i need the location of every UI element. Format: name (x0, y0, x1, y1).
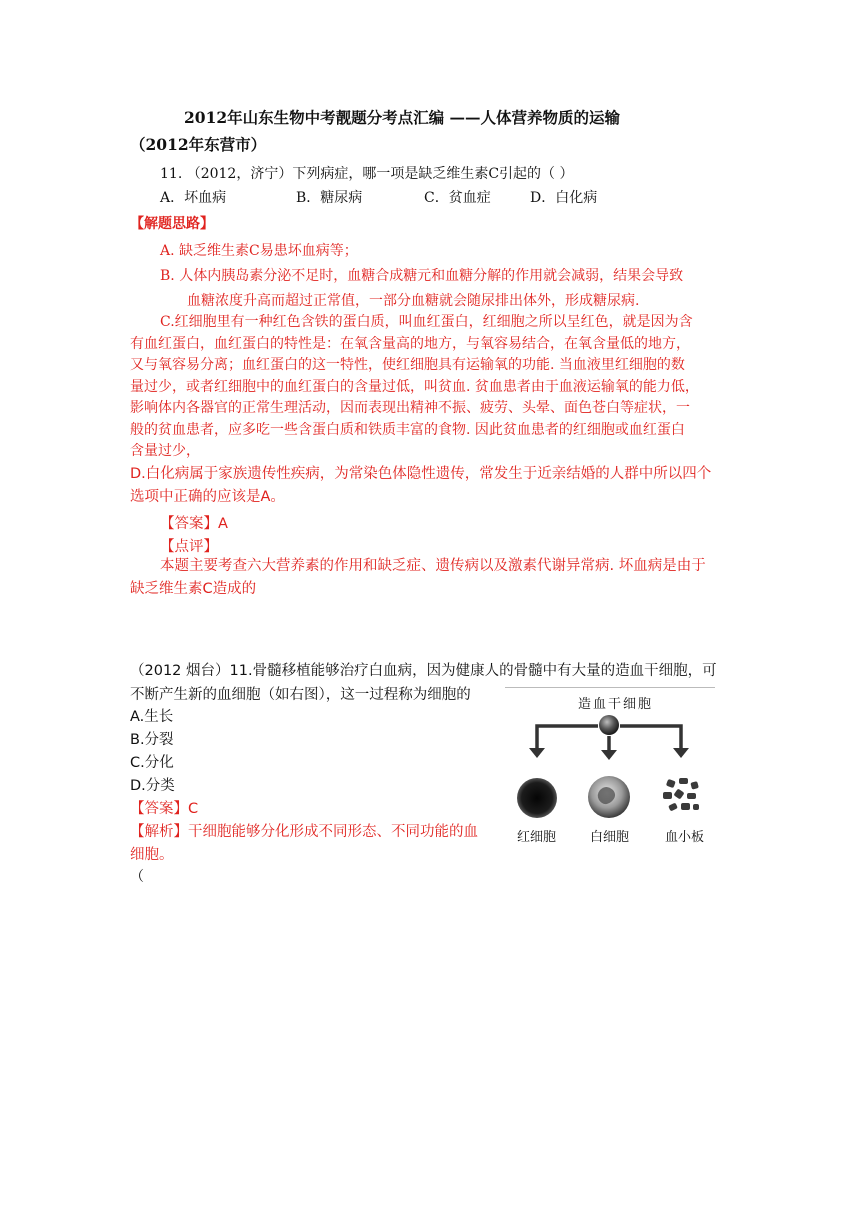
question-2-line-1: （2012 烟台）11.骨髓移植能够治疗白血病，因为健康人的骨髓中有大量的造血干细胞，可 (130, 663, 717, 679)
page-title: 2012年山东生物中考靓题分考点汇编 ——人体营养物质的运输 (184, 108, 621, 127)
white-blood-cell-icon (588, 776, 630, 818)
analysis-2-line-1: 【解析】干细胞能够分化形成不同形态、不同功能的血 (130, 824, 478, 840)
point-c-line: 量过少，或者红细胞中的血红蛋白的含量过低，叫贫血. 贫血患者由于血液运输氧的能力低， (130, 378, 699, 395)
point-c-line: 又与氧容易分离；血红蛋白的这一特性，使红细胞具有运输氧的功能. 当血液里红细胞的数 (130, 357, 685, 373)
stem-cell-icon (599, 715, 619, 735)
page-subtitle: （2012年东营市） (130, 135, 267, 154)
comment-heading: 【点评】 (160, 539, 218, 555)
platelets-icon (663, 778, 699, 811)
analysis-point-c (130, 312, 750, 463)
q2-option-b: B.分裂 (130, 732, 174, 748)
figure-top-rule (505, 687, 715, 688)
q2-option-a: A.生长 (130, 709, 174, 725)
q2-option-c: C.分化 (130, 755, 174, 771)
option-d: D．白化病 (530, 190, 598, 206)
arrow-left-icon (537, 726, 598, 748)
analysis-point-b-2: 血糖浓度升高而超过正常值，一部分血糖就会随尿排出体外，形成糖尿病. (187, 293, 640, 309)
red-blood-cell-icon (517, 778, 557, 818)
figure-label-white-cell: 白细胞 (590, 830, 630, 845)
analysis-point-b-1: B. 人体内胰岛素分泌不足时，血糖合成糖元和血糖分解的作用就会减弱，结果会导致 (160, 268, 684, 284)
answer-2: 【答案】C (130, 801, 199, 817)
question-2-line-2: 不断产生新的血细胞（如右图），这一过程称为细胞的 (130, 687, 471, 703)
point-c-line: 含量过少， (130, 443, 200, 459)
analysis-point-d (130, 463, 750, 509)
point-d-line: 选项中正确的应该是A。 (130, 489, 285, 505)
figure-label-stem-cell: 造血干细胞 (578, 697, 654, 712)
answer-1: 【答案】A (160, 516, 228, 532)
cell-differentiation-figure (505, 712, 720, 830)
point-c-line: C.红细胞里有一种红色含铁的蛋白质，叫血红蛋白，红细胞之所以呈红色，就是因为含 (160, 314, 693, 330)
arrow-right-icon (620, 726, 681, 748)
comment-line: 缺乏维生素C造成的 (130, 581, 257, 597)
question-1: 11. （2012，济宁）下列病症，哪一项是缺乏维生素C引起的（ ） (160, 166, 574, 182)
arrow-middle-icon (601, 736, 617, 760)
analysis-heading: 【解题思路】 (130, 216, 214, 232)
option-a: A．坏血病 (160, 190, 227, 206)
analysis-point-a: A. 缺乏维生素C易患坏血病等； (160, 243, 358, 259)
point-c-line: 影响体内各器官的正常生理活动，因而表现出精神不振、疲劳、头晕、面色苍白等症状，一 (130, 400, 690, 416)
point-c-line: 有血红蛋白，血红蛋白的特性是：在氧含量高的地方，与氧容易结合，在氧含量低的地方， (130, 335, 690, 352)
figure-label-platelet: 血小板 (665, 830, 705, 845)
stray-bracket: （ (130, 869, 144, 885)
analysis-2-line-2: 细胞。 (130, 847, 174, 863)
comment-text (130, 555, 750, 601)
comment-line: 本题主要考查六大营养素的作用和缺乏症、遗传病以及激素代谢异常病. 坏血病是由于 (160, 558, 706, 574)
point-d-line: D.白化病属于家族遗传性疾病，为常染色体隐性遗传，常发生于近亲结婚的人群中所以四个 (130, 466, 712, 482)
option-b: B．糖尿病 (296, 190, 363, 206)
option-c: C．贫血症 (424, 190, 491, 206)
figure-label-red-cell: 红细胞 (517, 830, 557, 845)
point-c-line: 般的贫血患者，应多吃一些含蛋白质和铁质丰富的食物. 因此贫血患者的红细胞或血红蛋白 (130, 421, 685, 438)
q2-option-d: D.分类 (130, 778, 175, 794)
